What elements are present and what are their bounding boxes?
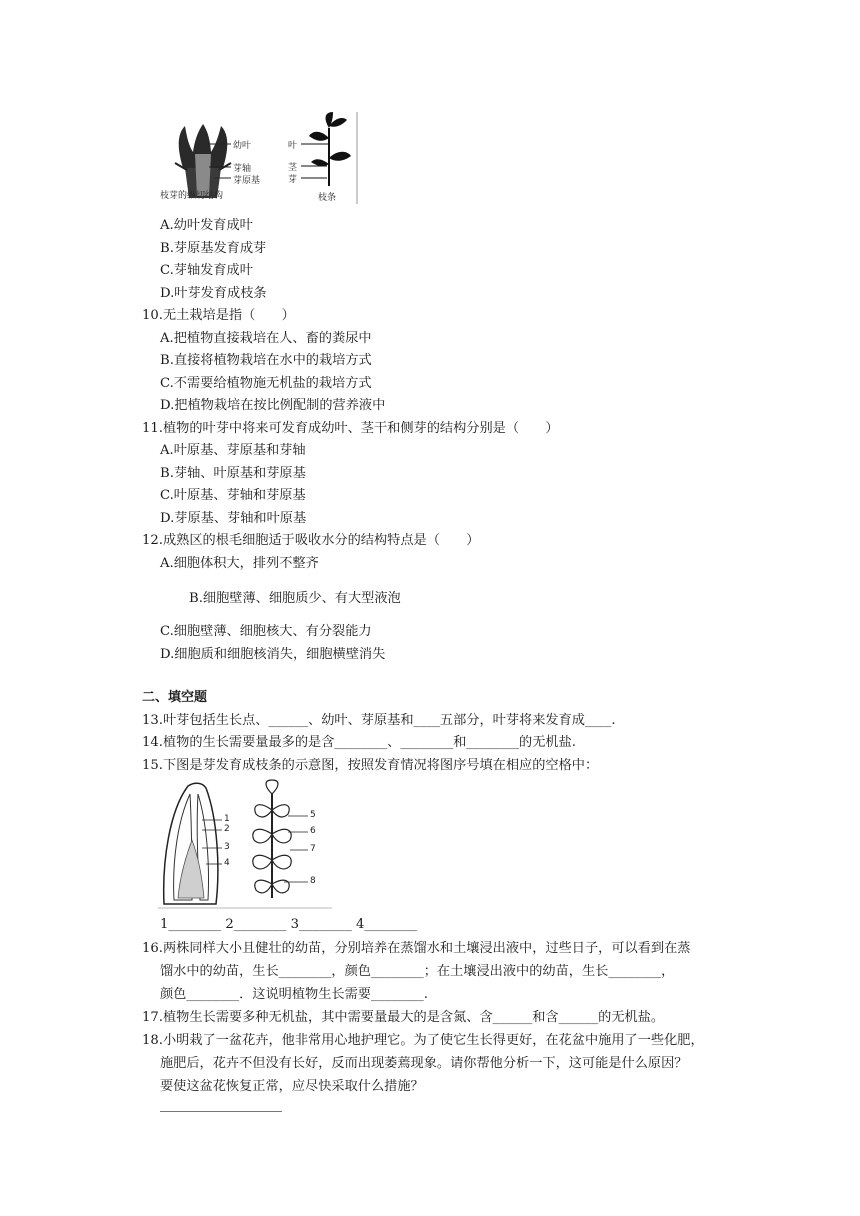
q11-option-b: B.芽轴、叶原基和芽原基 bbox=[160, 466, 306, 481]
q14: 14.植物的生长需要量最多的是含________、________和________的无机盐. bbox=[142, 735, 576, 750]
label-bud-axis: 芽轴 bbox=[233, 164, 252, 174]
q15: 15.下图是芽发育成枝条的示意图，按照发育情况将图序号填在相应的空格中： bbox=[142, 758, 599, 773]
q10-option-b: B.直接将植物栽培在水中的栽培方式 bbox=[160, 353, 372, 368]
q11-option-d: D.芽原基、芽轴和叶原基 bbox=[160, 511, 307, 526]
fig2-number-7: 7 bbox=[310, 844, 316, 854]
q9-option-b: B.芽原基发育成芽 bbox=[160, 241, 267, 256]
q12-option-c: C.细胞壁薄、细胞核大、有分裂能力 bbox=[160, 624, 372, 639]
q18-line1: 18.小明栽了一盆花卉，他非常用心地护理它。为了使它生长得更好，在花盆中施用了一些化肥， bbox=[142, 1033, 704, 1048]
q11-stem: 11.植物的叶芽中将来可发育成幼叶、茎干和侧芽的结构分别是（ ） bbox=[142, 421, 559, 436]
q16-line2: 馏水中的幼苗，生长________，颜色________；在土壤浸出液中的幼苗，生长________， bbox=[160, 964, 675, 979]
q13: 13.叶芽包括生长点、______、幼叶、芽原基和____五部分，叶芽将来发育成____. bbox=[142, 713, 616, 728]
fig2-number-4: 4 bbox=[224, 858, 230, 868]
q12-option-a: A.细胞体积大，排列不整齐 bbox=[160, 556, 319, 571]
q18-answer-line bbox=[160, 1111, 282, 1112]
section-title-fill-blank: 二、填空题 bbox=[142, 690, 208, 705]
q10-option-d: D.把植物栽培在按比例配制的营养液中 bbox=[160, 398, 386, 413]
label-bud-primordium: 芽原基 bbox=[233, 176, 261, 186]
q11-option-a: A.叶原基、芽原基和芽轴 bbox=[160, 443, 306, 458]
caption-bud-section: 枝芽的纵切结构 bbox=[160, 191, 224, 201]
q18-line3: 要使这盆花恢复正常，应尽快采取什么措施？ bbox=[160, 1079, 424, 1094]
fig2-number-8: 8 bbox=[310, 876, 316, 886]
fig2-number-6: 6 bbox=[310, 826, 316, 836]
q18-line2: 施肥后，花卉不但没有长好，反而出现萎蔫现象。请你帮他分析一下，这可能是什么原因？ bbox=[160, 1056, 688, 1071]
fig2-number-5: 5 bbox=[310, 810, 316, 820]
q12-option-b: B.细胞壁薄、细胞质少、有大型液泡 bbox=[189, 591, 401, 606]
q16-line3: 颜色________．这说明植物生长需要________. bbox=[160, 987, 428, 1002]
label-leaf: 叶 bbox=[288, 141, 298, 151]
q16-line1: 16.两株同样大小且健壮的幼苗，分别培养在蒸馏水和土壤浸出液中，过些日子，可以看到在蒸 bbox=[142, 941, 691, 956]
q9-option-a: A.幼叶发育成叶 bbox=[160, 218, 253, 233]
q12-option-d: D.细胞质和细胞核消失，细胞横壁消失 bbox=[160, 647, 386, 662]
q10-option-a: A.把植物直接栽培在人、畜的粪尿中 bbox=[160, 331, 372, 346]
fig2-number-1: 1 bbox=[224, 814, 230, 824]
q17: 17.植物生长需要多种无机盐，其中需要量最大的是含氮、含______和含______的无机盐。 bbox=[142, 1010, 665, 1025]
q15-blanks: 1________ 2________ 3________ 4________ bbox=[160, 917, 418, 932]
fig2-number-3: 3 bbox=[224, 842, 230, 852]
q11-option-c: C.叶原基、芽轴和芽原基 bbox=[160, 488, 306, 503]
q10-stem: 10.无土栽培是指（ ） bbox=[142, 308, 295, 323]
q10-option-c: C.不需要给植物施无机盐的栽培方式 bbox=[160, 376, 372, 391]
label-stem: 茎 bbox=[288, 163, 298, 173]
label-bud: 芽 bbox=[288, 175, 298, 185]
q9-option-c: C.芽轴发育成叶 bbox=[160, 263, 253, 278]
q12-stem: 12.成熟区的根毛细胞适于吸收水分的结构特点是（ ） bbox=[142, 533, 480, 548]
label-young-leaf: 幼叶 bbox=[233, 141, 252, 151]
fig2-number-2: 2 bbox=[224, 824, 230, 834]
caption-shoot: 枝条 bbox=[318, 193, 337, 203]
q9-option-d: D.叶芽发育成枝条 bbox=[160, 286, 267, 301]
